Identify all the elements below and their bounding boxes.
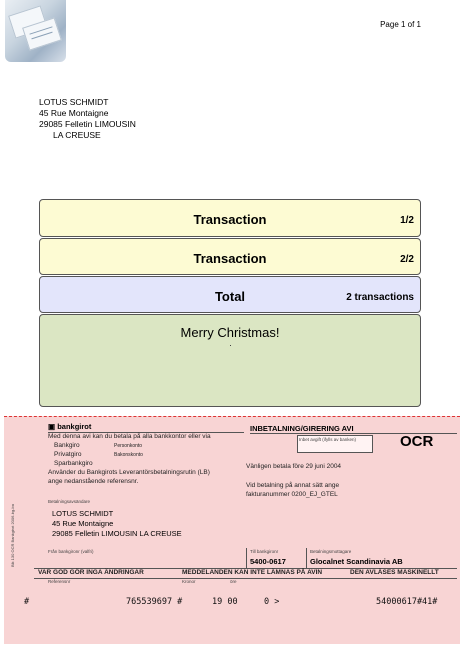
total-title: Total xyxy=(214,289,246,304)
address-region: LA CREUSE xyxy=(53,130,101,140)
warning-3: DEN AVLÄSES MASKINELLT xyxy=(350,569,439,576)
warning-1: VAR GOD GÖR INGA ÄNDRINGAR xyxy=(38,569,144,576)
page-number: Page 1 of 1 xyxy=(380,20,421,29)
recipient-name: Glocalnet Scandinavia AB xyxy=(310,557,403,566)
bankgirot-logo: ▣ bankgirot xyxy=(48,422,92,431)
pay-note-1: Vid betalning på annat sätt ange xyxy=(246,482,340,489)
to-label: Till bankgironr xyxy=(250,549,279,554)
recipient-label: Betalningsmottagare xyxy=(310,549,352,554)
recipient-address xyxy=(39,97,136,141)
ocr-bankgiro: 54000617#41# xyxy=(376,597,438,607)
ocr-reference: 765539697 # xyxy=(126,597,183,607)
warning-2: MEDDELANDEN KAN INTE LÄMNAS PÅ AVIN xyxy=(182,569,323,576)
bankgirot-icon: ▣ xyxy=(48,422,56,431)
to-value: 5400-0617 xyxy=(250,557,286,566)
payer-label: Betalningsavsändare xyxy=(48,499,91,504)
slip-intro-3: ange nedanstående referensnr. xyxy=(48,478,139,485)
slip-option-1b: Personkonto xyxy=(114,443,143,449)
total-count: 2 transactions xyxy=(346,292,414,303)
amount-label: Inbet avgift (ifylls av banken) xyxy=(299,437,357,442)
amount-field xyxy=(297,435,373,453)
address-street: 45 Rue Montaigne xyxy=(39,108,109,118)
logo-image xyxy=(5,0,66,62)
from-label: Från bankgironr (valfri) xyxy=(48,549,94,554)
transaction-title: Transaction xyxy=(193,251,267,266)
ref-label: Referensnr xyxy=(48,579,71,584)
ocr-check: 0 > xyxy=(264,597,280,607)
slip-option-1: Bankgiro xyxy=(54,442,80,449)
ocr-label: OCR xyxy=(400,433,434,450)
message-dot xyxy=(230,345,231,346)
slip-option-2: Privatgiro xyxy=(54,451,82,458)
transaction-box-1 xyxy=(39,199,421,237)
ocr-hash: # xyxy=(24,597,30,607)
transaction-index: 2/2 xyxy=(400,254,414,265)
message-box xyxy=(39,314,421,407)
slip-title: INBETALNING/GIRERING AVI xyxy=(250,424,354,433)
slip-option-2b: Bakonskonto xyxy=(114,452,143,458)
pay-note-2: fakturanummer 0200_EJ_GTEL xyxy=(246,491,338,498)
transaction-box-2 xyxy=(39,238,421,275)
slip-option-3: Sparbankgiro xyxy=(54,460,93,467)
ocr-amount: 19 00 xyxy=(212,597,238,607)
side-code: Blk 130 OCR Bankgirot 2006-bg-ba xyxy=(10,504,15,567)
address-city: 29085 Felletin LIMOUSIN xyxy=(39,119,136,129)
payer-city: 29085 Felletin LIMOUSIN LA CREUSE xyxy=(52,529,182,538)
pay-by: Vänligen betala före 29 juni 2004 xyxy=(246,463,342,470)
payment-slip xyxy=(4,416,460,644)
payer-street: 45 Rue Montaigne xyxy=(52,519,114,528)
total-box xyxy=(39,276,421,313)
kronor-label: Kronor xyxy=(182,579,196,584)
ore-label: öre xyxy=(230,579,237,584)
payer-name: LOTUS SCHMIDT xyxy=(52,509,114,518)
address-name: LOTUS SCHMIDT xyxy=(39,97,109,107)
message-text: Merry Christmas! xyxy=(180,325,280,340)
transaction-title: Transaction xyxy=(193,212,267,227)
transaction-index: 1/2 xyxy=(400,215,414,226)
slip-intro-2: Använder du Bankgirots Leverantörsbetalningsrutin (LB) xyxy=(48,469,210,476)
slip-intro: Med denna avi kan du betala på alla bankkontor eller via xyxy=(48,433,211,440)
